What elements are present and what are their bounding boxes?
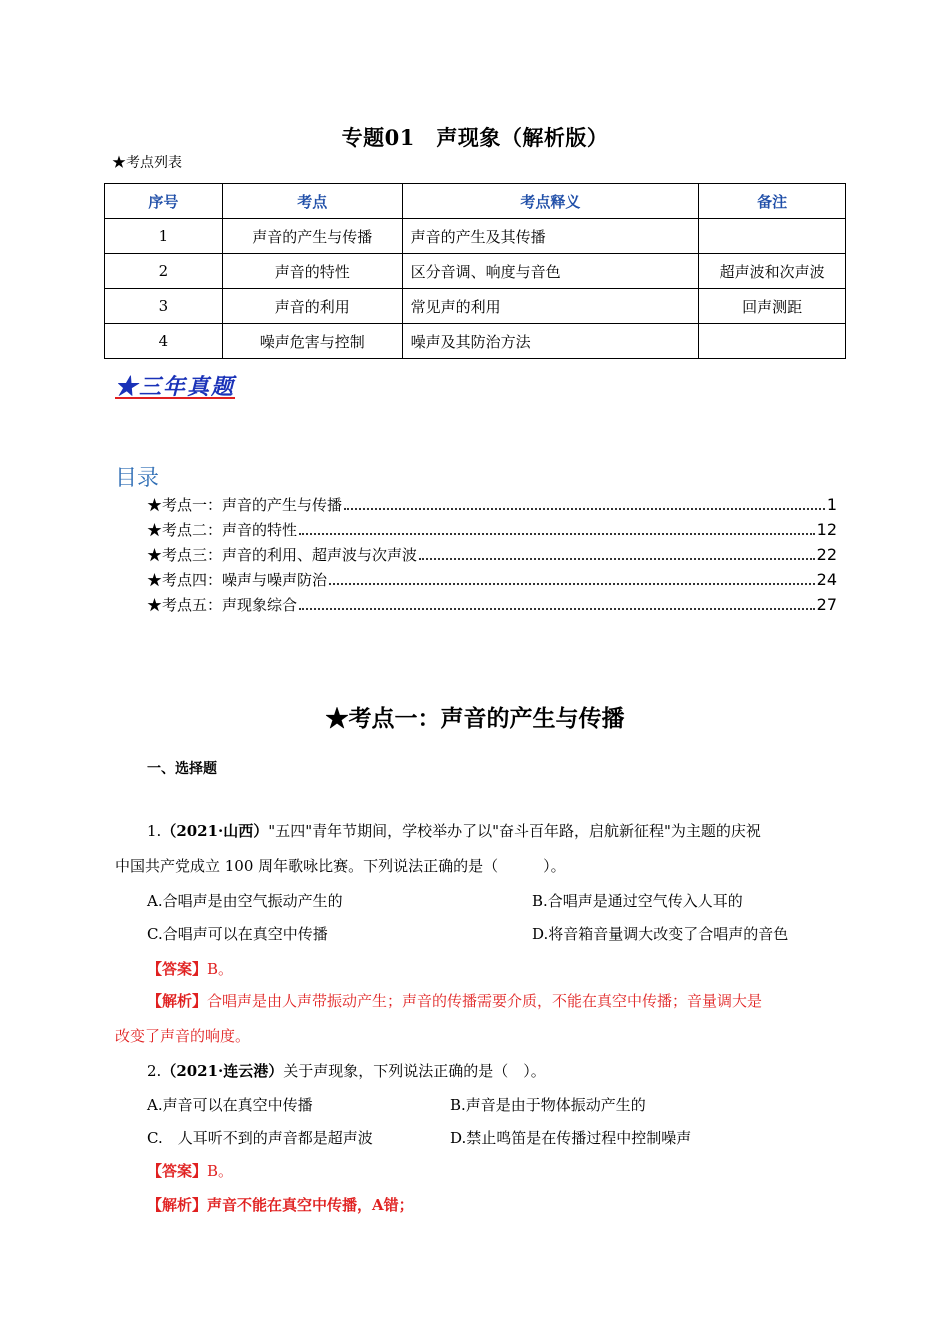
table-cell: 2 [105,254,223,289]
toc-entry-page: 27 [816,595,837,614]
option-a: A.声音可以在真空中传播 [147,1096,313,1114]
table-header-row [105,184,846,219]
answer-line [147,1160,233,1181]
toc-entry-label: ★考点一：声音的产生与传播 [147,496,343,514]
toc-leader [344,508,825,510]
option-c: C. 人耳听不到的声音都是超声波 [147,1129,373,1147]
toc-entry-label: ★考点五：声现象综合 [147,596,298,614]
table-cell: 区分音调、响度与音色 [402,254,699,289]
subsection-title: 一、选择题 [147,761,217,777]
toc-entry-page: 22 [816,545,837,564]
toc-entry[interactable] [147,544,837,565]
answer-tag: 【答案】 [147,960,208,978]
kaodian-list-label: ★考点列表 [112,155,182,171]
question-number: 2. [147,1062,162,1080]
toc-entry[interactable] [147,519,837,540]
question-source: （2021·连云港） [161,1062,284,1080]
analysis-text-continued: 改变了声音的响度。 [115,1027,251,1045]
question-number: 1. [147,822,162,840]
toc-leader [299,608,815,610]
question-stem [147,1060,546,1081]
table-cell: 常见声的利用 [402,289,699,324]
analysis-text: 声音不能在真空中传播，A错； [207,1196,414,1214]
option-d: D.禁止鸣笛是在传播过程中控制噪声 [450,1129,692,1147]
toc-title: 目录 [115,466,160,491]
analysis-tag: 【解析】 [147,1196,208,1214]
table-header-cell: 考点 [222,184,402,219]
toc-entry-label: ★考点二：声音的特性 [147,521,298,539]
three-year-heading: ★三年真题 [115,374,236,400]
table-cell: 噪声及其防治方法 [402,324,699,359]
question-text: 关于声现象，下列说法正确的是（ ）。 [283,1062,546,1080]
table-row [105,324,846,359]
table-cell: 4 [105,324,223,359]
toc-entry-page: 12 [816,520,837,539]
table-row [105,219,846,254]
toc-entry-page: 24 [816,570,837,589]
table-cell: 声音的特性 [222,254,402,289]
toc-entry-label: ★考点四：噪声与噪声防治 [147,571,328,589]
toc-entry[interactable] [147,569,837,590]
question-stem [147,820,761,841]
table-cell: 3 [105,289,223,324]
table-cell [699,324,846,359]
answer-value: B。 [207,960,234,978]
question-source: （2021·山西） [161,822,269,840]
toc-leader [419,558,815,560]
answer-tag: 【答案】 [147,1162,208,1180]
table-cell: 噪声危害与控制 [222,324,402,359]
toc-entry-page: 1 [826,495,837,514]
table-cell: 超声波和次声波 [699,254,846,289]
analysis-line [147,990,762,1011]
section-title: ★考点一：声音的产生与传播 [325,705,625,732]
option-b: B.合唱声是通过空气传入人耳的 [532,892,743,910]
option-a: A.合唱声是由空气振动产生的 [147,892,343,910]
option-b: B.声音是由于物体振动产生的 [450,1096,646,1114]
table-header-cell: 序号 [105,184,223,219]
toc-entry[interactable] [147,494,837,515]
document-title: 专题01 声现象（解析版） [341,125,609,150]
toc-entry[interactable] [147,594,837,615]
option-c: C.合唱声可以在真空中传播 [147,925,328,943]
table-row [105,289,846,324]
toc-leader [329,583,815,585]
question-text: "五四"青年节期间，学校举办了以"奋斗百年路，启航新征程"为主题的庆祝 [268,822,761,840]
table-header-cell: 备注 [699,184,846,219]
table-cell: 回声测距 [699,289,846,324]
answer-value: B。 [207,1162,234,1180]
table-cell: 声音的产生及其传播 [402,219,699,254]
analysis-line [147,1194,414,1215]
toc-leader [299,533,815,535]
option-d: D.将音箱音量调大改变了合唱声的音色 [532,925,789,943]
kaodian-table [104,183,846,359]
answer-line [147,958,233,979]
table-cell: 1 [105,219,223,254]
table-cell [699,219,846,254]
question-text-continued: 中国共产党成立 100 周年歌咏比赛。下列说法正确的是（ ）。 [115,857,566,875]
table-row [105,254,846,289]
table-cell: 声音的产生与传播 [222,219,402,254]
toc-entry-label: ★考点三：声音的利用、超声波与次声波 [147,546,418,564]
table-header-cell: 考点释义 [402,184,699,219]
analysis-text: 合唱声是由人声带振动产生；声音的传播需要介质，不能在真空中传播；音量调大是 [207,992,763,1010]
table-cell: 声音的利用 [222,289,402,324]
analysis-tag: 【解析】 [147,992,208,1010]
